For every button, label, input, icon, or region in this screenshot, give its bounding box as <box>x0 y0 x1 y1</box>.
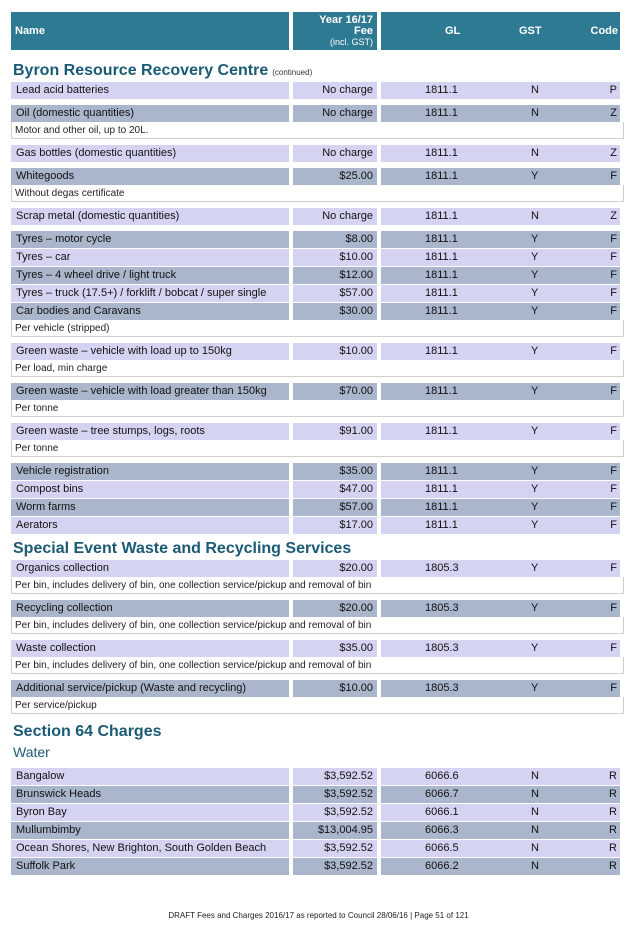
table-row <box>11 786 624 803</box>
row-name: Oil (domestic quantities) <box>11 105 289 122</box>
row-codes <box>381 423 620 440</box>
row-gst: Y <box>531 287 539 299</box>
row-code: F <box>610 602 617 614</box>
section-title-section-64: Section 64 Charges <box>13 723 162 740</box>
table-row <box>11 560 624 577</box>
row-name: Green waste – vehicle with load up to 150kg <box>11 343 289 360</box>
table-row <box>11 249 624 266</box>
row-gl: 1805.3 <box>425 642 459 654</box>
row-gl: 1811.1 <box>425 84 458 96</box>
row-code: F <box>610 465 617 477</box>
row-gst: N <box>531 788 539 800</box>
row-code: F <box>610 682 617 694</box>
row-gst: N <box>531 147 539 159</box>
row-fee: $91.00 <box>293 423 377 440</box>
row-note: Per tonne <box>11 400 624 417</box>
row-codes <box>381 145 620 162</box>
row-code: F <box>610 305 617 317</box>
row-gst: Y <box>531 425 539 437</box>
page-footer: DRAFT Fees and Charges 2016/17 as reported to Council 28/06/16 | Page 51 of 121 <box>168 911 469 920</box>
table-row <box>11 680 624 697</box>
table-row <box>11 858 624 875</box>
section-title-special-event: Special Event Waste and Recycling Services <box>13 540 352 557</box>
header-fee-label: Fee <box>354 24 373 37</box>
row-gst: Y <box>531 269 539 281</box>
row-codes <box>381 822 620 839</box>
table-row <box>11 463 624 480</box>
row-gl: 1811.1 <box>425 345 458 357</box>
row-codes <box>381 463 620 480</box>
row-codes <box>381 285 620 302</box>
row-fee: $47.00 <box>293 481 377 498</box>
header-gl: GL <box>445 25 461 37</box>
row-name: Car bodies and Caravans <box>11 303 289 320</box>
row-gl: 1811.1 <box>425 210 458 222</box>
row-codes <box>381 303 620 320</box>
row-code: F <box>610 170 617 182</box>
row-gst: N <box>531 107 539 119</box>
header-code: Code <box>590 25 618 37</box>
row-fee: No charge <box>293 105 377 122</box>
row-gst: N <box>531 770 539 782</box>
row-gst: Y <box>531 642 539 654</box>
row-code: P <box>609 84 617 96</box>
row-gl: 1811.1 <box>425 251 458 263</box>
row-fee: $35.00 <box>293 640 377 657</box>
row-gst: Y <box>531 602 539 614</box>
row-gst: N <box>531 84 539 96</box>
row-gl: 1811.1 <box>425 501 458 513</box>
row-code: F <box>610 425 617 437</box>
row-gst: Y <box>531 170 539 182</box>
sub-title-water: Water <box>13 744 50 760</box>
row-note: Per vehicle (stripped) <box>11 320 624 337</box>
row-codes <box>381 804 620 821</box>
row-note: Per bin, includes delivery of bin, one collection service/pickup and removal of bin <box>11 657 624 674</box>
table-row <box>11 285 624 302</box>
row-codes <box>381 560 620 577</box>
row-gl: 6066.3 <box>425 824 459 836</box>
row-gst: Y <box>531 519 539 531</box>
row-note: Motor and other oil, up to 20L. <box>11 122 624 139</box>
table-row <box>11 82 624 99</box>
header-fee-year: Year 16/17 <box>319 13 373 26</box>
row-note: Per load, min charge <box>11 360 624 377</box>
table-row <box>11 481 624 498</box>
row-name: Aerators <box>11 517 289 534</box>
table-row <box>11 383 624 400</box>
row-name: Ocean Shores, New Brighton, South Golden Beach <box>11 840 289 857</box>
row-code: R <box>609 842 617 854</box>
row-note: Per service/pickup <box>11 697 624 714</box>
row-name: Compost bins <box>11 481 289 498</box>
row-code: Z <box>610 147 617 159</box>
row-name: Bangalow <box>11 768 289 785</box>
row-code: F <box>610 385 617 397</box>
table-row <box>11 105 624 122</box>
row-code: F <box>610 345 617 357</box>
row-codes <box>381 680 620 697</box>
row-code: F <box>610 519 617 531</box>
row-code: F <box>610 269 617 281</box>
row-name: Lead acid batteries <box>11 82 289 99</box>
row-codes <box>381 168 620 185</box>
table-row <box>11 517 624 534</box>
row-codes <box>381 600 620 617</box>
row-codes <box>381 786 620 803</box>
row-gl: 6066.1 <box>425 806 459 818</box>
row-gst: Y <box>531 305 539 317</box>
row-codes <box>381 343 620 360</box>
row-code: Z <box>610 210 617 222</box>
row-gl: 1811.1 <box>425 385 458 397</box>
row-fee: $20.00 <box>293 600 377 617</box>
continued-label: (continued) <box>272 68 313 77</box>
header-codes <box>381 12 620 50</box>
section-title-byron-recovery <box>11 56 624 82</box>
row-gl: 6066.7 <box>425 788 459 800</box>
row-fee: $10.00 <box>293 343 377 360</box>
row-codes <box>381 481 620 498</box>
row-name: Brunswick Heads <box>11 786 289 803</box>
row-fee: $57.00 <box>293 285 377 302</box>
row-name: Tyres – 4 wheel drive / light truck <box>11 267 289 284</box>
row-code: F <box>610 287 617 299</box>
row-gl: 1811.1 <box>425 425 458 437</box>
row-code: R <box>609 860 617 872</box>
row-gst: N <box>531 860 539 872</box>
row-gst: Y <box>531 345 539 357</box>
row-gl: 6066.5 <box>425 842 459 854</box>
row-name: Tyres – car <box>11 249 289 266</box>
row-fee: No charge <box>293 82 377 99</box>
row-gl: 1811.1 <box>425 233 458 245</box>
table-row <box>11 804 624 821</box>
row-code: R <box>609 788 617 800</box>
row-fee: $13,004.95 <box>293 822 377 839</box>
row-fee: $20.00 <box>293 560 377 577</box>
row-name: Tyres – truck (17.5+) / forklift / bobcat / super single <box>11 285 289 302</box>
row-code: F <box>610 251 617 263</box>
row-codes <box>381 267 620 284</box>
row-gl: 1811.1 <box>425 269 458 281</box>
row-gl: 1811.1 <box>425 147 458 159</box>
row-fee: $12.00 <box>293 267 377 284</box>
row-gl: 1805.3 <box>425 562 459 574</box>
table-row <box>11 231 624 248</box>
row-note: Per bin, includes delivery of bin, one collection service/pickup and removal of bin <box>11 577 624 594</box>
fees-content <box>11 56 624 875</box>
row-gst: N <box>531 210 539 222</box>
row-note: Per tonne <box>11 440 624 457</box>
row-fee: $3,592.52 <box>293 768 377 785</box>
row-note: Per bin, includes delivery of bin, one collection service/pickup and removal of bin <box>11 617 624 634</box>
header-fee <box>293 12 377 50</box>
row-name: Recycling collection <box>11 600 289 617</box>
row-fee: $35.00 <box>293 463 377 480</box>
row-fee: $3,592.52 <box>293 786 377 803</box>
row-fee: No charge <box>293 145 377 162</box>
row-gst: Y <box>531 501 539 513</box>
row-gl: 1811.1 <box>425 483 458 495</box>
row-fee: $25.00 <box>293 168 377 185</box>
row-gst: Y <box>531 385 539 397</box>
row-codes <box>381 231 620 248</box>
row-gst: Y <box>531 562 539 574</box>
row-gst: Y <box>531 251 539 263</box>
row-gl: 1811.1 <box>425 519 458 531</box>
row-fee: $10.00 <box>293 680 377 697</box>
row-codes <box>381 517 620 534</box>
row-fee: $3,592.52 <box>293 840 377 857</box>
table-row <box>11 822 624 839</box>
row-gst: N <box>531 806 539 818</box>
row-gl: 6066.2 <box>425 860 459 872</box>
table-header <box>11 12 620 50</box>
table-row <box>11 600 624 617</box>
row-codes <box>381 858 620 875</box>
row-codes <box>381 105 620 122</box>
row-codes <box>381 768 620 785</box>
table-row <box>11 768 624 785</box>
table-row <box>11 343 624 360</box>
row-name: Scrap metal (domestic quantities) <box>11 208 289 225</box>
header-fee-incl-gst: (incl. GST) <box>329 36 373 47</box>
row-name: Gas bottles (domestic quantities) <box>11 145 289 162</box>
row-codes <box>381 640 620 657</box>
row-codes <box>381 82 620 99</box>
row-fee: $57.00 <box>293 499 377 516</box>
row-fee: $70.00 <box>293 383 377 400</box>
table-row <box>11 840 624 857</box>
row-gl: 1811.1 <box>425 465 458 477</box>
row-code: F <box>610 233 617 245</box>
row-code: F <box>610 642 617 654</box>
row-fee: No charge <box>293 208 377 225</box>
row-gst: Y <box>531 483 539 495</box>
row-code: R <box>609 806 617 818</box>
row-gst: Y <box>531 233 539 245</box>
row-codes <box>381 383 620 400</box>
table-row <box>11 267 624 284</box>
row-name: Whitegoods <box>11 168 289 185</box>
table-row <box>11 640 624 657</box>
row-name: Tyres – motor cycle <box>11 231 289 248</box>
row-code: Z <box>610 107 617 119</box>
row-code: R <box>609 770 617 782</box>
row-fee: $3,592.52 <box>293 858 377 875</box>
row-name: Vehicle registration <box>11 463 289 480</box>
row-gl: 1805.3 <box>425 602 459 614</box>
table-row <box>11 145 624 162</box>
row-gl: 1811.1 <box>425 170 458 182</box>
row-gst: N <box>531 824 539 836</box>
row-fee: $10.00 <box>293 249 377 266</box>
row-note: Without degas certificate <box>11 185 624 202</box>
row-name: Organics collection <box>11 560 289 577</box>
header-name: Name <box>11 12 289 50</box>
row-codes <box>381 249 620 266</box>
section-title-text: Byron Resource Recovery Centre <box>13 62 269 79</box>
header-gst: GST <box>519 25 542 37</box>
row-name: Green waste – vehicle with load greater than 150kg <box>11 383 289 400</box>
row-gst: N <box>531 842 539 854</box>
row-code: F <box>610 483 617 495</box>
row-name: Suffolk Park <box>11 858 289 875</box>
row-name: Worm farms <box>11 499 289 516</box>
row-code: F <box>610 501 617 513</box>
row-gst: Y <box>531 465 539 477</box>
row-fee: $8.00 <box>293 231 377 248</box>
row-gl: 1811.1 <box>425 287 458 299</box>
row-name: Byron Bay <box>11 804 289 821</box>
row-name: Mullumbimby <box>11 822 289 839</box>
table-row <box>11 423 624 440</box>
row-fee: $30.00 <box>293 303 377 320</box>
row-gl: 1811.1 <box>425 107 458 119</box>
row-gl: 6066.6 <box>425 770 459 782</box>
row-gl: 1805.3 <box>425 682 459 694</box>
table-row <box>11 303 624 320</box>
table-row <box>11 208 624 225</box>
row-fee: $17.00 <box>293 517 377 534</box>
row-code: F <box>610 562 617 574</box>
row-codes <box>381 208 620 225</box>
row-codes <box>381 499 620 516</box>
row-name: Green waste – tree stumps, logs, roots <box>11 423 289 440</box>
row-codes <box>381 840 620 857</box>
table-row <box>11 499 624 516</box>
table-row <box>11 168 624 185</box>
row-gst: Y <box>531 682 539 694</box>
row-fee: $3,592.52 <box>293 804 377 821</box>
row-name: Waste collection <box>11 640 289 657</box>
row-name: Additional service/pickup (Waste and recycling) <box>11 680 289 697</box>
row-code: R <box>609 824 617 836</box>
row-gl: 1811.1 <box>425 305 458 317</box>
